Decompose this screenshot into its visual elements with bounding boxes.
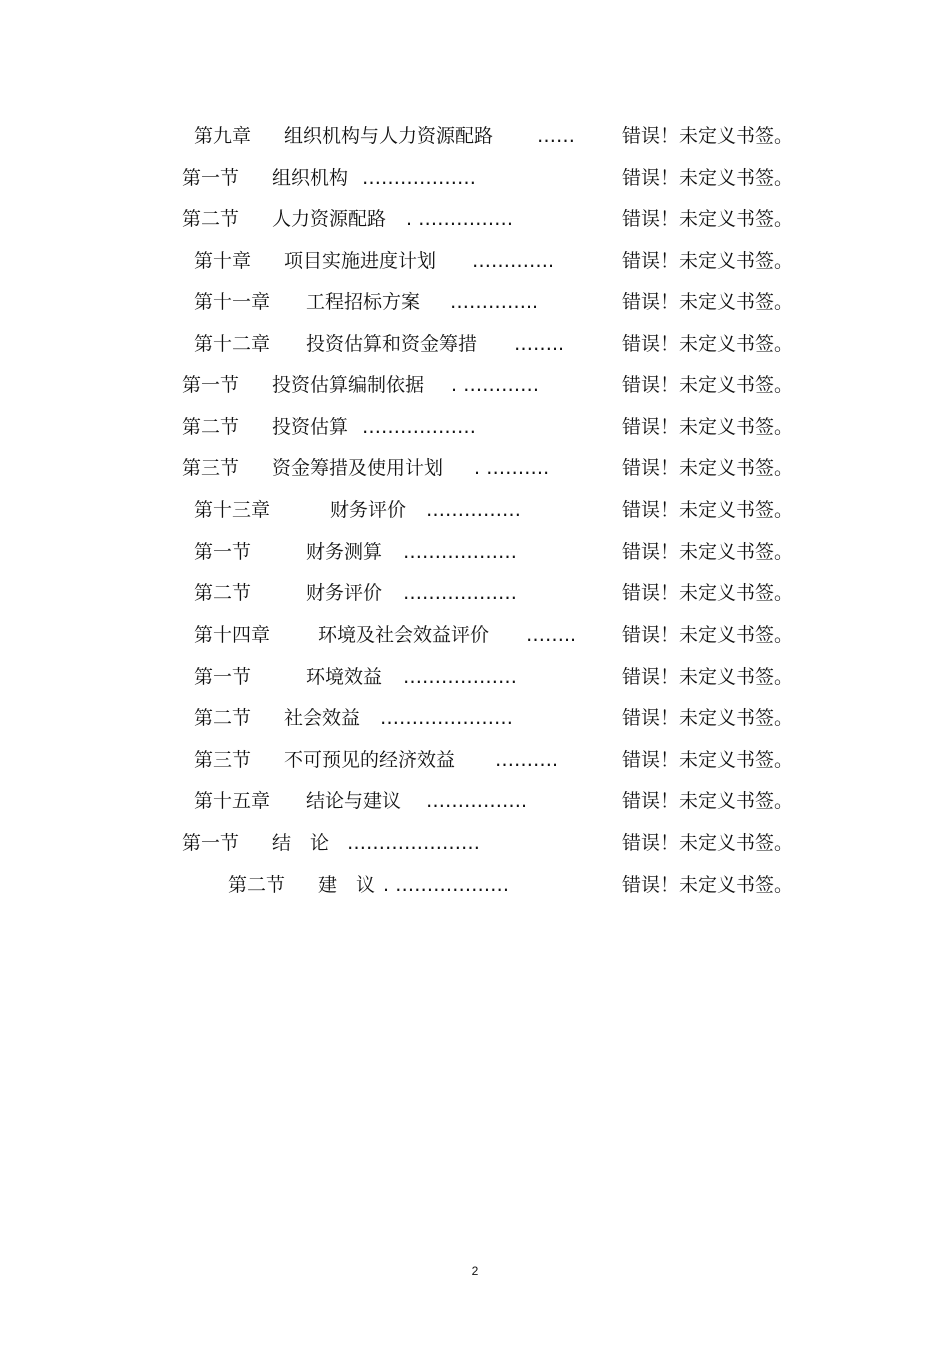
toc-entry-page: 错误！未定义书签。 xyxy=(622,541,794,563)
toc-entry-label: 第一节 xyxy=(182,167,240,189)
toc-entry-page: 错误！未定义书签。 xyxy=(622,832,794,854)
toc-entry-title: 项目实施进度计划 xyxy=(284,250,437,272)
toc-entry-leader: ……………… xyxy=(403,541,517,563)
toc-entry-leader: …….. xyxy=(526,624,577,646)
toc-entry-page: 错误！未定义书签。 xyxy=(622,707,794,729)
toc-entry-page: 错误！未定义书签。 xyxy=(622,666,794,688)
toc-entry-title: 财务评价 xyxy=(306,582,383,604)
toc-entry-label: 第十三章 xyxy=(194,499,271,521)
toc-entry-label: 第一节 xyxy=(182,832,240,854)
toc-entry-leader: ……………… xyxy=(362,416,476,438)
toc-entry-label: 第二节 xyxy=(228,874,286,896)
toc-entry-title: 结 论 xyxy=(272,832,330,854)
toc-entry[interactable] xyxy=(0,745,950,775)
toc-entry-page: 错误！未定义书签。 xyxy=(622,790,794,812)
toc-entry[interactable] xyxy=(0,329,950,359)
toc-entry-label: 第十章 xyxy=(194,250,252,272)
toc-entry-leader: …………… xyxy=(426,499,521,521)
toc-entry[interactable] xyxy=(0,204,950,234)
toc-entry-label: 第十一章 xyxy=(194,291,271,313)
toc-entry-title: 投资估算和资金筹措 xyxy=(306,333,478,355)
toc-entry[interactable] xyxy=(0,495,950,525)
toc-entry[interactable] xyxy=(0,121,950,151)
toc-entry-title: 财务测算 xyxy=(306,541,383,563)
toc-entry-leader: . ……………… xyxy=(383,874,510,896)
toc-entry-leader: ……………. xyxy=(426,790,528,812)
toc-entry-leader: . …………… xyxy=(406,208,514,230)
toc-entry-title: 环境及社会效益评价 xyxy=(318,624,490,646)
toc-entry-title: 资金筹措及使用计划 xyxy=(272,457,444,479)
toc-entry-title: 环境效益 xyxy=(306,666,383,688)
toc-entry-page: 错误！未定义书签。 xyxy=(622,457,794,479)
toc-entry-label: 第十五章 xyxy=(194,790,271,812)
toc-entry-title: 结论与建议 xyxy=(306,790,402,812)
toc-entry[interactable] xyxy=(0,620,950,650)
toc-entry-label: 第九章 xyxy=(194,125,252,147)
toc-entry-page: 错误！未定义书签。 xyxy=(622,749,794,771)
toc-entry-leader: …….. xyxy=(514,333,565,355)
toc-entry-title: 不可预见的经济效益 xyxy=(284,749,456,771)
toc-entry-leader: ………….. xyxy=(450,291,539,313)
toc-entry-label: 第三节 xyxy=(182,457,240,479)
toc-entry-label: 第一节 xyxy=(182,374,240,396)
toc-entry[interactable] xyxy=(0,370,950,400)
toc-entry-leader: ……………… xyxy=(403,666,517,688)
toc-entry-page: 错误！未定义书签。 xyxy=(622,582,794,604)
toc-entry[interactable] xyxy=(0,412,950,442)
toc-entry-leader: ……………… xyxy=(362,167,476,189)
toc-entry-leader: ………………… xyxy=(380,707,513,729)
toc-entry-title: 工程招标方案 xyxy=(306,291,421,313)
toc-entry[interactable] xyxy=(0,703,950,733)
toc-entry[interactable] xyxy=(0,870,950,900)
toc-entry-label: 第三节 xyxy=(194,749,252,771)
toc-entry-title: 财务评价 xyxy=(330,499,407,521)
toc-entry-title: 人力资源配路 xyxy=(272,208,387,230)
toc-entry-title: 组织机构与人力资源配路 xyxy=(284,125,494,147)
toc-entry[interactable] xyxy=(0,662,950,692)
toc-entry[interactable] xyxy=(0,163,950,193)
toc-entry-leader: …………. xyxy=(472,250,555,272)
toc-entry-page: 错误！未定义书签。 xyxy=(622,374,794,396)
toc-entry-label: 第二节 xyxy=(194,582,252,604)
toc-entry-label: 第二节 xyxy=(182,208,240,230)
toc-entry[interactable] xyxy=(0,537,950,567)
toc-entry-page: 错误！未定义书签。 xyxy=(622,333,794,355)
toc-entry-leader: ………. xyxy=(495,749,559,771)
toc-entry-title: 建 议 xyxy=(318,874,376,896)
toc-entry-page: 错误！未定义书签。 xyxy=(622,167,794,189)
toc-entry-page: 错误！未定义书签。 xyxy=(622,416,794,438)
toc-entry-page: 错误！未定义书签。 xyxy=(622,874,794,896)
toc-entry-page: 错误！未定义书签。 xyxy=(622,125,794,147)
toc-entry-label: 第一节 xyxy=(194,541,252,563)
toc-entry-title: 社会效益 xyxy=(284,707,361,729)
toc-entry-label: 第二节 xyxy=(194,707,252,729)
toc-entry-title: 投资估算编制依据 xyxy=(272,374,425,396)
toc-entry[interactable] xyxy=(0,578,950,608)
toc-entry[interactable] xyxy=(0,828,950,858)
toc-entry-page: 错误！未定义书签。 xyxy=(622,291,794,313)
toc-entry[interactable] xyxy=(0,246,950,276)
toc-entry[interactable] xyxy=(0,287,950,317)
page-number: 2 xyxy=(471,1264,479,1278)
toc-entry-title: 组织机构 xyxy=(272,167,349,189)
toc-entry-page: 错误！未定义书签。 xyxy=(622,208,794,230)
toc-entry-label: 第二节 xyxy=(182,416,240,438)
toc-entry-title: 投资估算 xyxy=(272,416,349,438)
toc-entry-leader: . ………. xyxy=(474,457,550,479)
toc-entry-label: 第一节 xyxy=(194,666,252,688)
toc-entry[interactable] xyxy=(0,453,950,483)
toc-entry-label: 第十二章 xyxy=(194,333,271,355)
toc-entry-label: 第十四章 xyxy=(194,624,271,646)
toc-entry-page: 错误！未定义书签。 xyxy=(622,624,794,646)
toc-entry-page: 错误！未定义书签。 xyxy=(622,250,794,272)
toc-entry-leader: . ………… xyxy=(451,374,540,396)
toc-entry-leader: ……………… xyxy=(403,582,517,604)
toc-entry-leader: ………………… xyxy=(347,832,480,854)
toc-entry[interactable] xyxy=(0,786,950,816)
toc-entry-leader: …… xyxy=(537,125,575,147)
toc-entry-page: 错误！未定义书签。 xyxy=(622,499,794,521)
